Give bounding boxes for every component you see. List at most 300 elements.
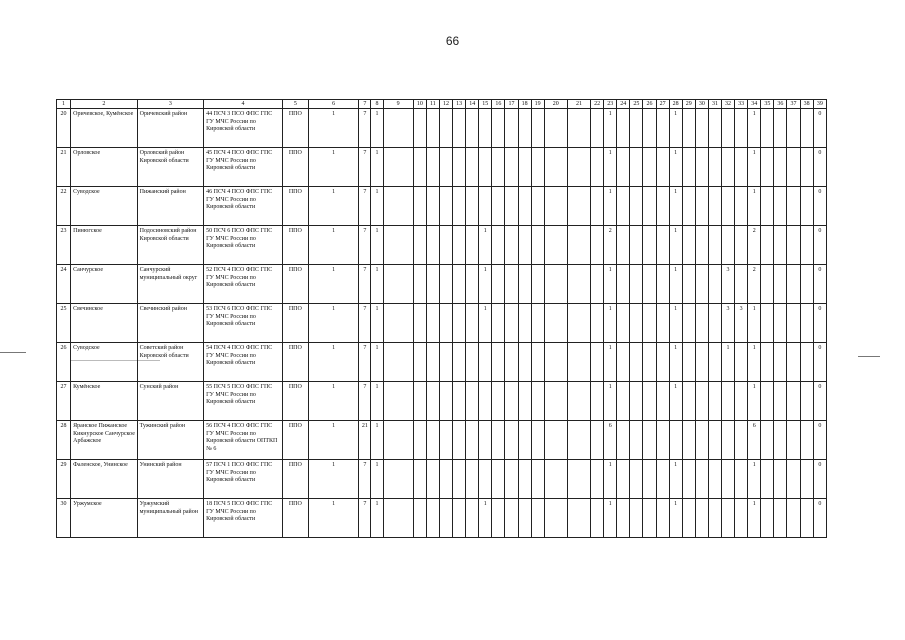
value-cell <box>466 460 479 499</box>
value-cell <box>591 460 604 499</box>
value-cell <box>567 460 590 499</box>
value-cell <box>774 187 787 226</box>
value-cell <box>800 460 813 499</box>
value-cell <box>466 226 479 265</box>
value-cell <box>466 382 479 421</box>
value-cell <box>774 499 787 538</box>
value-cell: 1 <box>604 265 617 304</box>
value-cell <box>453 460 466 499</box>
row-number: 24 <box>57 265 71 304</box>
value-cell <box>383 382 413 421</box>
value-cell <box>479 343 492 382</box>
column-header: 5 <box>282 100 308 109</box>
value-cell <box>630 382 643 421</box>
value-cell <box>413 226 426 265</box>
value-cell <box>682 343 695 382</box>
value-cell <box>518 460 531 499</box>
value-cell <box>383 343 413 382</box>
value-cell: 1 <box>371 226 383 265</box>
value-cell: 0 <box>813 460 826 499</box>
value-cell <box>630 265 643 304</box>
value-cell: 1 <box>604 187 617 226</box>
value-cell <box>544 343 567 382</box>
value-cell: 0 <box>813 187 826 226</box>
value-cell <box>643 343 656 382</box>
table-row <box>57 148 827 187</box>
district-cell: Советский район Кировской области <box>137 343 204 382</box>
column-header: 38 <box>800 100 813 109</box>
value-cell: 1 <box>308 226 358 265</box>
value-cell <box>630 187 643 226</box>
value-cell <box>505 499 518 538</box>
value-cell: 1 <box>371 187 383 226</box>
column-header: 32 <box>721 100 734 109</box>
value-cell <box>567 421 590 460</box>
value-cell <box>531 226 544 265</box>
value-cell: 7 <box>359 343 371 382</box>
value-cell <box>695 148 708 187</box>
value-cell: 0 <box>813 304 826 343</box>
value-cell <box>591 148 604 187</box>
value-cell: 0 <box>813 343 826 382</box>
column-header: 12 <box>439 100 452 109</box>
value-cell <box>774 382 787 421</box>
table-row <box>57 382 827 421</box>
value-cell <box>682 304 695 343</box>
value-cell <box>544 109 567 148</box>
value-cell <box>544 382 567 421</box>
value-cell <box>439 421 452 460</box>
value-cell <box>518 187 531 226</box>
value-cell <box>721 226 734 265</box>
value-cell <box>787 226 800 265</box>
value-cell <box>800 226 813 265</box>
value-cell: 1 <box>308 148 358 187</box>
value-cell <box>479 382 492 421</box>
value-cell <box>492 109 505 148</box>
value-cell <box>505 343 518 382</box>
value-cell: 1 <box>604 343 617 382</box>
value-cell <box>630 460 643 499</box>
value-cell: ППО <box>282 421 308 460</box>
value-cell <box>761 109 774 148</box>
value-cell: 6 <box>604 421 617 460</box>
value-cell <box>721 382 734 421</box>
value-cell <box>800 265 813 304</box>
value-cell: 0 <box>813 148 826 187</box>
value-cell <box>439 382 452 421</box>
value-cell <box>735 460 748 499</box>
value-cell <box>643 109 656 148</box>
value-cell <box>531 421 544 460</box>
value-cell <box>567 343 590 382</box>
value-cell <box>466 187 479 226</box>
value-cell <box>466 499 479 538</box>
value-cell <box>617 421 630 460</box>
value-cell: ППО <box>282 265 308 304</box>
value-cell <box>643 382 656 421</box>
value-cell <box>643 421 656 460</box>
value-cell: 1 <box>371 304 383 343</box>
value-cell <box>492 421 505 460</box>
column-header: 19 <box>531 100 544 109</box>
value-cell <box>453 304 466 343</box>
value-cell <box>439 460 452 499</box>
value-cell <box>774 421 787 460</box>
value-cell <box>492 226 505 265</box>
district-cell: Уржумский муниципальный район <box>137 499 204 538</box>
district-cell: Сунский район <box>137 382 204 421</box>
value-cell <box>721 460 734 499</box>
value-cell: 1 <box>748 460 761 499</box>
column-header: 39 <box>813 100 826 109</box>
value-cell: 1 <box>308 460 358 499</box>
value-cell <box>682 499 695 538</box>
unit-cell: 56 ПСЧ 4 ПСО ФПС ГПС ГУ МЧС России по Кировской области ОПТКП № 6 <box>204 421 283 460</box>
value-cell <box>439 265 452 304</box>
value-cell: 0 <box>813 265 826 304</box>
value-cell <box>413 499 426 538</box>
value-cell <box>439 187 452 226</box>
value-cell <box>466 304 479 343</box>
data-table <box>56 99 827 538</box>
value-cell: 1 <box>371 499 383 538</box>
column-header: 7 <box>359 100 371 109</box>
value-cell <box>617 265 630 304</box>
value-cell <box>656 343 669 382</box>
value-cell: 1 <box>748 343 761 382</box>
value-cell: 1 <box>604 109 617 148</box>
value-cell <box>426 226 439 265</box>
value-cell <box>656 421 669 460</box>
value-cell: 1 <box>371 265 383 304</box>
row-number: 20 <box>57 109 71 148</box>
value-cell <box>591 343 604 382</box>
value-cell: 2 <box>748 265 761 304</box>
value-cell: ППО <box>282 109 308 148</box>
value-cell <box>518 343 531 382</box>
value-cell <box>505 226 518 265</box>
value-cell <box>426 187 439 226</box>
value-cell: 7 <box>359 109 371 148</box>
value-cell: 1 <box>371 382 383 421</box>
value-cell: 1 <box>604 304 617 343</box>
value-cell: 1 <box>669 226 682 265</box>
row-number: 25 <box>57 304 71 343</box>
value-cell <box>682 148 695 187</box>
value-cell: 1 <box>371 460 383 499</box>
value-cell <box>518 304 531 343</box>
value-cell <box>708 460 721 499</box>
value-cell <box>708 421 721 460</box>
column-header: 23 <box>604 100 617 109</box>
value-cell: 3 <box>721 304 734 343</box>
column-header: 24 <box>617 100 630 109</box>
value-cell <box>787 421 800 460</box>
value-cell <box>643 187 656 226</box>
column-header: 26 <box>643 100 656 109</box>
value-cell <box>643 304 656 343</box>
row-number: 29 <box>57 460 71 499</box>
value-cell <box>453 343 466 382</box>
value-cell <box>383 304 413 343</box>
value-cell <box>505 148 518 187</box>
column-header: 21 <box>567 100 590 109</box>
value-cell <box>735 343 748 382</box>
column-header: 11 <box>426 100 439 109</box>
value-cell <box>617 226 630 265</box>
value-cell: 1 <box>371 343 383 382</box>
value-cell: 7 <box>359 460 371 499</box>
value-cell <box>383 421 413 460</box>
column-header: 34 <box>748 100 761 109</box>
value-cell <box>800 421 813 460</box>
value-cell <box>518 226 531 265</box>
value-cell <box>708 265 721 304</box>
value-cell <box>787 460 800 499</box>
column-header: 27 <box>656 100 669 109</box>
value-cell <box>656 460 669 499</box>
value-cell <box>643 460 656 499</box>
value-cell <box>800 148 813 187</box>
column-header: 25 <box>630 100 643 109</box>
settlement-cell: Суводское <box>71 187 138 226</box>
settlement-cell: Суводское <box>71 343 138 382</box>
value-cell <box>761 148 774 187</box>
value-cell: 7 <box>359 499 371 538</box>
settlement-cell: Пинюгское <box>71 226 138 265</box>
value-cell <box>787 499 800 538</box>
value-cell: 1 <box>748 304 761 343</box>
value-cell: 1 <box>669 265 682 304</box>
value-cell: 1 <box>479 265 492 304</box>
value-cell <box>413 148 426 187</box>
value-cell <box>708 109 721 148</box>
value-cell <box>426 109 439 148</box>
value-cell <box>774 343 787 382</box>
value-cell <box>708 304 721 343</box>
value-cell <box>439 109 452 148</box>
value-cell <box>505 460 518 499</box>
district-cell: Оричевский район <box>137 109 204 148</box>
settlement-cell: Свечинское <box>71 304 138 343</box>
value-cell: 1 <box>748 499 761 538</box>
value-cell <box>426 499 439 538</box>
value-cell <box>544 460 567 499</box>
value-cell <box>492 187 505 226</box>
value-cell <box>591 187 604 226</box>
value-cell <box>492 148 505 187</box>
value-cell <box>735 226 748 265</box>
value-cell <box>761 460 774 499</box>
table-row <box>57 109 827 148</box>
column-header: 17 <box>505 100 518 109</box>
value-cell <box>492 382 505 421</box>
scan-artifact-left <box>0 352 26 353</box>
table-row <box>57 499 827 538</box>
value-cell <box>695 421 708 460</box>
value-cell <box>383 109 413 148</box>
value-cell <box>426 421 439 460</box>
column-header: 4 <box>204 100 283 109</box>
row-number: 27 <box>57 382 71 421</box>
value-cell <box>439 499 452 538</box>
value-cell: 1 <box>308 304 358 343</box>
value-cell <box>426 304 439 343</box>
value-cell <box>708 148 721 187</box>
value-cell: ППО <box>282 187 308 226</box>
value-cell <box>643 226 656 265</box>
value-cell <box>761 382 774 421</box>
value-cell: 1 <box>604 499 617 538</box>
unit-cell: 45 ПСЧ 4 ПСО ФПС ГПС ГУ МЧС России по Кировской области <box>204 148 283 187</box>
value-cell: 0 <box>813 226 826 265</box>
value-cell: 1 <box>669 343 682 382</box>
value-cell <box>630 148 643 187</box>
value-cell: ППО <box>282 148 308 187</box>
scan-artifact-right <box>858 356 880 357</box>
row-number: 28 <box>57 421 71 460</box>
value-cell <box>787 304 800 343</box>
value-cell <box>643 148 656 187</box>
settlement-cell: Фаленское, Унинское <box>71 460 138 499</box>
value-cell <box>735 382 748 421</box>
value-cell <box>656 148 669 187</box>
value-cell <box>787 343 800 382</box>
value-cell <box>800 343 813 382</box>
value-cell <box>721 187 734 226</box>
value-cell <box>505 109 518 148</box>
value-cell: 1 <box>371 109 383 148</box>
value-cell: 1 <box>748 109 761 148</box>
value-cell <box>721 499 734 538</box>
value-cell <box>383 226 413 265</box>
value-cell <box>800 109 813 148</box>
value-cell <box>531 499 544 538</box>
district-cell: Тужинский район <box>137 421 204 460</box>
value-cell: 1 <box>604 460 617 499</box>
column-header: 29 <box>682 100 695 109</box>
value-cell: 1 <box>308 265 358 304</box>
value-cell: 1 <box>748 382 761 421</box>
value-cell <box>735 109 748 148</box>
column-header: 9 <box>383 100 413 109</box>
value-cell: 2 <box>604 226 617 265</box>
table-row <box>57 343 827 382</box>
value-cell <box>682 460 695 499</box>
value-cell <box>787 382 800 421</box>
value-cell: ППО <box>282 226 308 265</box>
value-cell <box>630 421 643 460</box>
value-cell <box>682 382 695 421</box>
settlement-cell: Орловское <box>71 148 138 187</box>
row-number: 26 <box>57 343 71 382</box>
value-cell <box>567 382 590 421</box>
column-header: 6 <box>308 100 358 109</box>
value-cell <box>787 265 800 304</box>
unit-cell: 50 ПСЧ 6 ПСО ФПС ГПС ГУ МЧС России по Кировской области <box>204 226 283 265</box>
value-cell <box>787 148 800 187</box>
value-cell: 1 <box>479 304 492 343</box>
value-cell <box>761 421 774 460</box>
value-cell <box>518 421 531 460</box>
row-number: 30 <box>57 499 71 538</box>
unit-cell: 57 ПСЧ 1 ПСО ФПС ГПС ГУ МЧС России по Кировской области <box>204 460 283 499</box>
row-number: 23 <box>57 226 71 265</box>
value-cell <box>591 226 604 265</box>
value-cell <box>453 382 466 421</box>
settlement-cell: Яранское Пижанское Кикнурское Санчурское Арбажское <box>71 421 138 460</box>
value-cell <box>518 382 531 421</box>
table-row <box>57 304 827 343</box>
value-cell: ППО <box>282 460 308 499</box>
value-cell <box>453 421 466 460</box>
value-cell <box>567 304 590 343</box>
value-cell <box>426 382 439 421</box>
value-cell <box>761 499 774 538</box>
value-cell <box>682 109 695 148</box>
value-cell: 7 <box>359 304 371 343</box>
value-cell <box>800 304 813 343</box>
value-cell <box>774 109 787 148</box>
district-cell: Санчурский муниципальный округ <box>137 265 204 304</box>
value-cell <box>682 187 695 226</box>
value-cell <box>721 148 734 187</box>
district-cell: Подосиновский район Кировской области <box>137 226 204 265</box>
value-cell <box>617 382 630 421</box>
value-cell <box>426 460 439 499</box>
value-cell <box>800 187 813 226</box>
value-cell <box>518 109 531 148</box>
value-cell <box>656 265 669 304</box>
column-header: 28 <box>669 100 682 109</box>
value-cell <box>426 148 439 187</box>
value-cell: 0 <box>813 499 826 538</box>
column-header: 3 <box>137 100 204 109</box>
value-cell <box>505 187 518 226</box>
value-cell <box>505 265 518 304</box>
value-cell <box>505 421 518 460</box>
value-cell <box>787 109 800 148</box>
value-cell <box>708 187 721 226</box>
value-cell: 21 <box>359 421 371 460</box>
value-cell <box>413 265 426 304</box>
column-header: 37 <box>787 100 800 109</box>
page-number: 66 <box>445 34 460 48</box>
column-header: 2 <box>71 100 138 109</box>
value-cell <box>630 109 643 148</box>
value-cell <box>761 187 774 226</box>
value-cell <box>453 499 466 538</box>
settlement-cell: Кумёнское <box>71 382 138 421</box>
value-cell <box>453 187 466 226</box>
value-cell <box>505 382 518 421</box>
value-cell: 1 <box>371 421 383 460</box>
value-cell <box>656 499 669 538</box>
unit-cell: 44 ПСЧ 3 ПСО ФПС ГПС ГУ МЧС России по Кировской области <box>204 109 283 148</box>
value-cell <box>695 109 708 148</box>
value-cell <box>479 109 492 148</box>
value-cell <box>453 226 466 265</box>
column-header: 36 <box>774 100 787 109</box>
settlement-cell: Уржумское <box>71 499 138 538</box>
district-cell: Свечинский район <box>137 304 204 343</box>
value-cell: 1 <box>308 343 358 382</box>
value-cell <box>383 148 413 187</box>
value-cell: 0 <box>813 109 826 148</box>
value-cell: 1 <box>669 382 682 421</box>
value-cell <box>531 265 544 304</box>
